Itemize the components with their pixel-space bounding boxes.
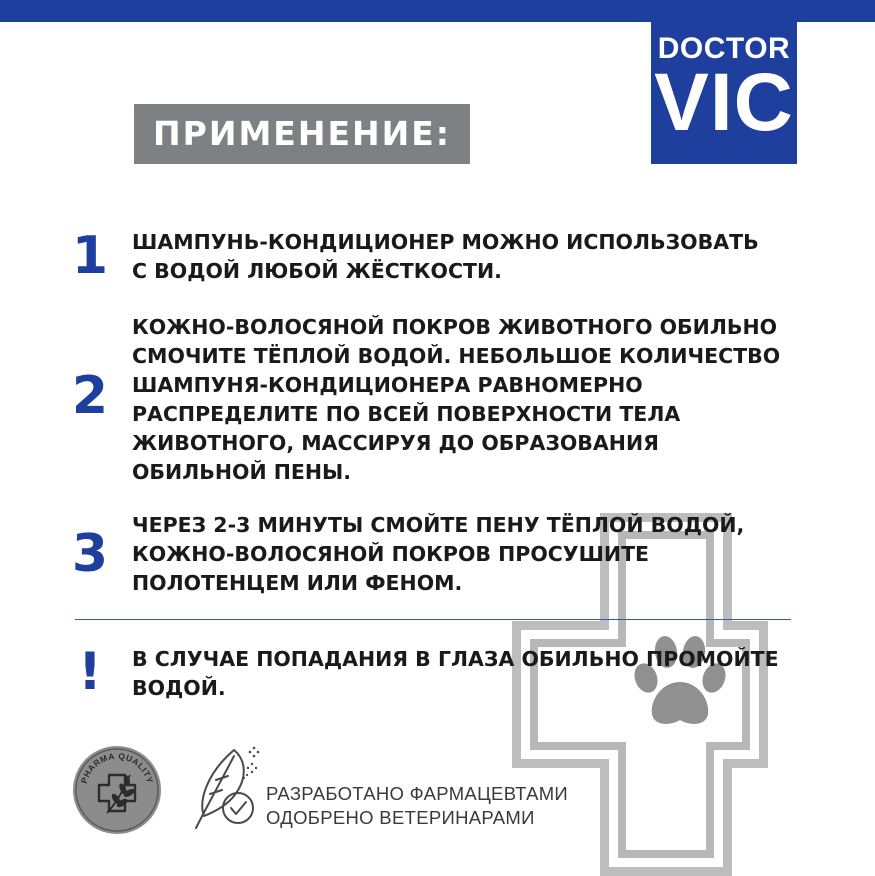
claim-line-2: ОДОБРЕНО ВЕТЕРИНАРАМИ [266,807,535,828]
pharma-quality-badge-icon [72,745,162,835]
feather-check-icon [190,742,266,836]
badge-text: PHARMA QUALITY [78,750,156,785]
step-2-number: 2 [71,366,109,426]
quality-claims [266,782,568,830]
brand-logo [651,18,797,164]
step-1-text: ШАМПУНЬ-КОНДИЦИОНЕР МОЖНО ИСПОЛЬЗОВАТЬ С ВОДОЙ ЛЮБОЙ ЖЁСТКОСТИ. [132,230,759,283]
step-2-text: КОЖНО-ВОЛОСЯНОЙ ПОКРОВ ЖИВОТНОГО ОБИЛЬНО СМОЧИТЕ ТЁПЛОЙ ВОДОЙ. НЕБОЛЬШОЕ КОЛИЧЕСТВО ШАМПУНЯ-КОНДИЦИОНЕРА РАВНОМЕРНО РАСПРЕДЕЛИТЕ ПО ВСЕЙ ПОВЕРХНОСТИ ТЕЛА ЖИВОТНОГО, МАССИРУЯ ДО ОБРАЗОВАНИЯ ОБИЛЬНОЙ ПЕНЫ. [132,315,781,484]
brand-logo-line2: VIC [654,57,794,148]
step-3-number: 3 [71,524,109,584]
step-3-text: ЧЕРЕЗ 2-3 МИНУТЫ СМОЙТЕ ПЕНУ ТЁПЛОЙ ВОДОЙ, КОЖНО-ВОЛОСЯНОЙ ПОКРОВ ПРОСУШИТЕ ПОЛОТЕНЦЕМ ИЛИ ФЕНОМ. [132,513,745,595]
warning-exclamation-icon: ! [78,642,102,702]
section-divider [75,619,791,620]
brand-logo-line1: DOCTOR [657,32,791,65]
step-1-number: 1 [71,226,109,286]
page-title: ПРИМЕНЕНИЕ: [134,104,470,164]
warning-text: В СЛУЧАЕ ПОПАДАНИЯ В ГЛАЗА ОБИЛЬНО ПРОМОЙТЕ ВОДОЙ. [132,647,779,700]
claim-line-1: РАЗРАБОТАНО ФАРМАЦЕВТАМИ [266,783,569,804]
